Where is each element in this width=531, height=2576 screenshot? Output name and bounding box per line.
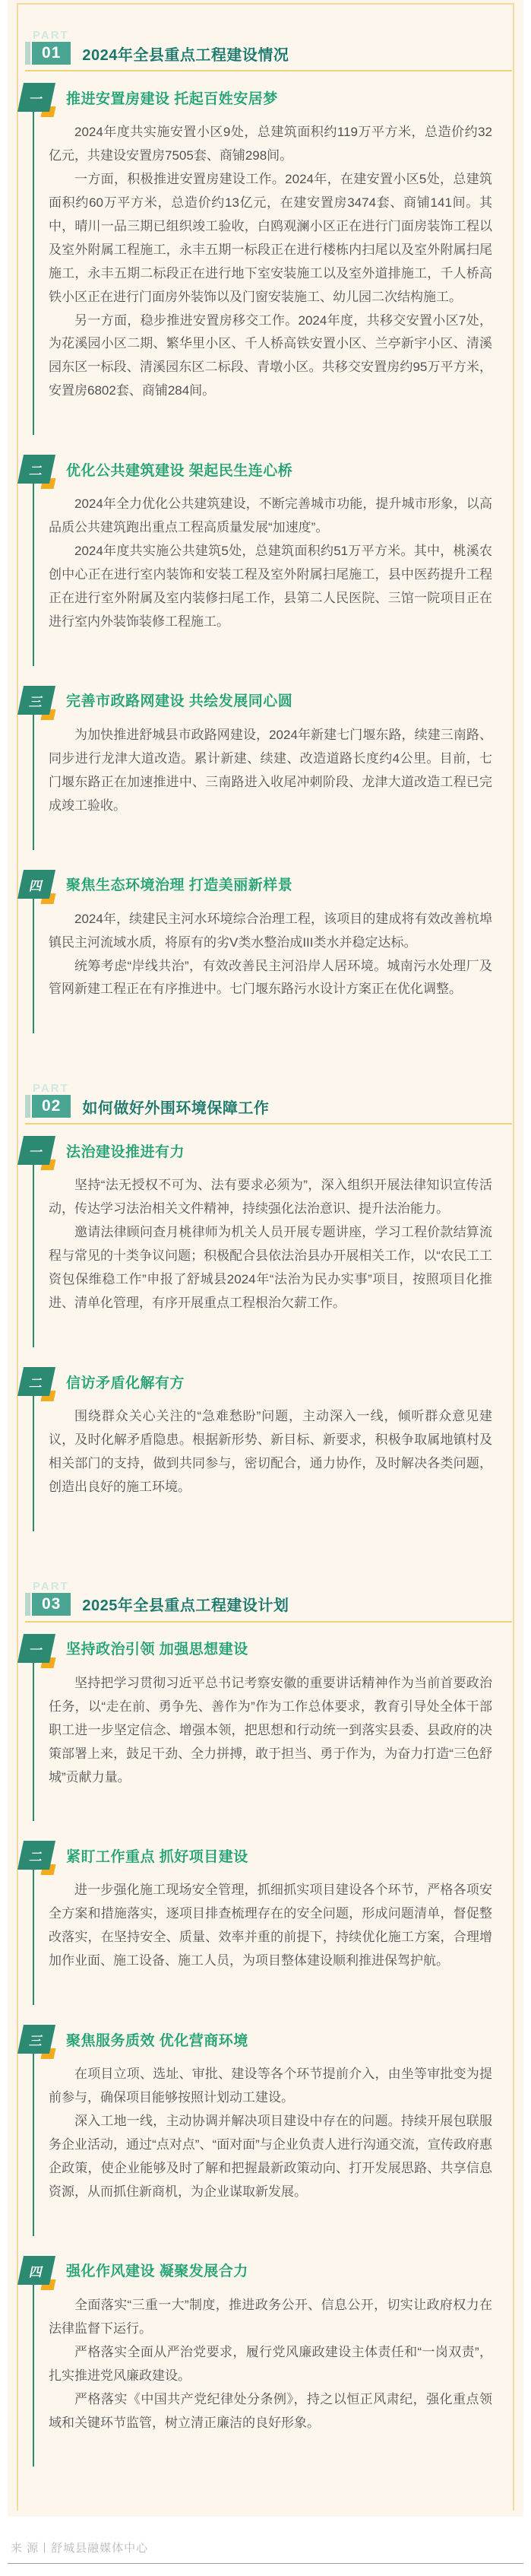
subsection-body: [33, 1663, 512, 1822]
paragraph: 严格落实《中国共产党纪律处分条例》，持之以恒正风肃纪，强化重点领域和关键环节监管，树立清正廉洁的良好形象。: [49, 2391, 492, 2430]
subsection-title: 坚持政治引领 加强思想建设: [66, 1642, 248, 1658]
subsection-number-marker: [21, 455, 52, 484]
part-section: [19, 29, 512, 1033]
paragraph: 2024年度共实施公共建筑5处，总建筑面积约51万平方米。其中，桃溪农创中心正在进行室内装饰和安装工程及室外附属扫尾施工，县中医药提升工程正在进行室外附属及室内装修扫尾工作，县第二人民医院、三馆一院项目正在进行室内外装饰装修工程施工。: [49, 544, 492, 629]
subsection-title: 强化作风建设 凝聚发展合力: [66, 2264, 248, 2280]
subsection-number-marker: [21, 1136, 52, 1165]
subsection-number: 一: [17, 1634, 55, 1663]
paragraph: 另一方面，稳步推进安置房移交工作。2024年度，共移交安置小区7处，为花溪园小区二期、繁华里小区、千人桥高铁安置小区、兰亭新宇小区、清溪园东区一标段、清溪园东区二标段、青墩小区。共移交安置房约95万平方米，安置房6802套、商铺284间。: [49, 312, 492, 398]
subsection-header: [21, 455, 512, 484]
part-number-badge: [25, 42, 71, 65]
subsection-number: 三: [17, 686, 55, 715]
subsection-number: 三: [17, 2025, 55, 2054]
subsection-header: [21, 2256, 512, 2285]
badge-accent-bar: [25, 42, 30, 65]
subsection-title: 聚焦服务质效 优化营商环境: [66, 2032, 248, 2049]
subsection: [19, 870, 512, 1034]
article-content: [8, 0, 523, 2517]
subsection: [19, 455, 512, 666]
part-label: PART: [33, 29, 69, 42]
subsection-title: 优化公共建筑建设 架起民生连心桥: [66, 462, 293, 479]
subsection-number: 四: [17, 870, 55, 899]
part-number: 02: [32, 1095, 71, 1118]
part-label: PART: [33, 1082, 69, 1096]
subsection-number-marker: [21, 2025, 52, 2054]
subsection-header: [21, 1841, 512, 1870]
part-subsections: [19, 1136, 512, 1531]
paragraph: 全面落实“三重一大”制度，推进政务公开、信息公开，切实让政府权力在法律监督下运行。: [49, 2297, 492, 2336]
paragraph: 2024年，续建民主河水环境综合治理工程，该项目的建成将有效改善杭埠镇民主河流域水质，将原有的劣V类水整治成III类水并稳定达标。: [49, 911, 492, 950]
subsection-number: 二: [17, 455, 55, 484]
part-section: [19, 1580, 512, 2467]
subsection-header: [21, 2025, 512, 2054]
paragraph: 2024年全力优化公共建筑建设，不断完善城市功能，提升城市形象，以高品质公共建筑跑出重点工程高质量发展“加速度”。: [49, 496, 492, 535]
content-card: [8, 0, 523, 2517]
subsection-header: [21, 686, 512, 715]
subsection-body: [33, 112, 512, 435]
subsection-number-marker: [21, 83, 52, 112]
article-footer: [8, 2540, 523, 2576]
paragraph: 2024年度共实施安置小区9处，总建筑面积约119万平方米，总造价约32亿元，共建设安置房7505套、商铺298间。: [49, 125, 492, 163]
paragraph: 一方面，积极推进安置房建设工作。2024年，在建安置小区5处，总建筑面积约60万平方米，总造价约13亿元，在建安置房3474套、商铺141间。其中，晴川一品三期已组织竣工验收，白鸥观澜小区正在进行门面房装饰工程以及室外附属工程施工，永丰五期一标段正在进行楼栋内扫尾以及室外附属扫尾施工，永丰五期二标段正在进行地下室安装施工以及室外道排施工，千人桥高铁小区正在进行门面房外装饰以及门窗安装施工、幼儿园二次结构施工。: [49, 171, 492, 304]
subsection-body: [33, 1870, 512, 2005]
paragraph: 进一步强化施工现场安全管理，抓细抓实项目建设各个环节，严格各项安全方案和措施落实，逐项目排查梳理存在的安全问题，形成问题清单，督促整改落实，在坚持安全、质量、效率并重的前提下，持续优化施工方案，合理增加作业面、施工设备、施工人员，为项目整体建设顺利推进保驾护航。: [49, 1883, 492, 1968]
part-number-badge: [25, 1095, 71, 1118]
subsection-title: 信访矛盾化解有方: [66, 1375, 185, 1391]
part-number: 01: [32, 42, 71, 65]
part-header: [25, 1095, 512, 1125]
subsection-header: [21, 1367, 512, 1396]
subsection-number: 四: [17, 2256, 55, 2285]
part-label: PART: [33, 1579, 69, 1593]
subsection-header: [21, 870, 512, 899]
subsection-number: 二: [17, 1367, 55, 1396]
paragraph: 在项目立项、选址、审批、建设等各个环节提前介入，由坐等审批变为提前参与，确保项目能够按照计划动工建设。: [49, 2067, 492, 2105]
part-title: 2025年全县重点工程建设计划: [82, 1597, 289, 1615]
part-header: [25, 42, 512, 71]
source-credit: 来 源丨舒城县融媒体中心: [8, 2540, 523, 2564]
subsection-body: [33, 1396, 512, 1531]
subsection: [19, 83, 512, 435]
badge-accent-bar: [25, 1095, 30, 1118]
subsection: [19, 2025, 512, 2236]
subsection-body: [33, 1165, 512, 1347]
subsection-number-marker: [21, 1634, 52, 1663]
part-subsections: [19, 1634, 512, 2467]
subsection-title: 完善市政路网建设 共绘发展同心圆: [66, 693, 293, 710]
subsection-body: [33, 2054, 512, 2236]
subsection-number-marker: [21, 870, 52, 899]
part-number: 03: [32, 1593, 71, 1616]
paragraph: 坚持“法无授权不可为、法有要求必须为”，深入组织开展法律知识宣传活动，传达学习法治相关文件精神，持续强化法治意识、提升法治能力。: [49, 1178, 492, 1217]
subsection-body: [33, 899, 512, 1034]
part-title: 如何做好外围环境保障工作: [82, 1099, 270, 1117]
subsection: [19, 1634, 512, 1822]
subsection: [19, 686, 512, 850]
subsection-number-marker: [21, 2256, 52, 2285]
subsection-title: 推进安置房建设 托起百姓安居梦: [66, 90, 278, 107]
subsection-title: 法治建设推进有力: [66, 1144, 185, 1160]
part-header: [25, 1593, 512, 1623]
subsection-body: [33, 484, 512, 666]
paragraph: 邀请法律顾问查月桃律师为机关人员开展专题讲座，学习工程价款结算流程与常见的十类争议问题；积极配合县依法治县办开展相关工作，以“农民工工资包保维稳工作”申报了舒城县2024年“法治为民办实事”项目，按照项目化推进、清单化管理，有序开展重点工程根治欠薪工作。: [49, 1225, 492, 1311]
footer-spacer: [8, 2564, 523, 2576]
subsection-header: [21, 1634, 512, 1663]
subsection: [19, 1136, 512, 1347]
subsection-title: 紧盯工作重点 抓好项目建设: [66, 1848, 248, 1865]
paragraph: 坚持把学习贯彻习近平总书记考察安徽的重要讲话精神作为当前首要政治任务，以“走在前、勇争先、善作为”作为工作总体要求，教育引导处全体干部职工进一步坚定信念、增强本领，把思想和行动统一到落实县委、县政府的决策部署上来，鼓足干劲、全力拼搏，敢于担当、勇于作为，为奋力打造“三色舒城”贡献力量。: [49, 1675, 492, 1784]
part-subsections: [19, 83, 512, 1033]
paragraph: 统筹考虑“岸线共治”，有效改善民主河沿岸人居环境。城南污水处理厂及管网新建工程正在有序推进中。七门堰东路污水设计方案正在优化调整。: [49, 958, 492, 997]
paragraph: 围绕群众关心关注的“急难愁盼”问题，主动深入一线，倾听群众意见建议，及时化解矛盾隐患。根据新形势、新目标、新要求，积极争取属地镇村及相关部门的支持，做到共同参与，密切配合，通力协作，及时解决各类问题，创造出良好的施工环境。: [49, 1409, 492, 1494]
subsection-title: 聚焦生态环境治理 打造美丽新样景: [66, 877, 293, 894]
paragraph: 严格落实全面从严治党要求，履行党风廉政建设主体责任和“一岗双责”，扎实推进党风廉政建设。: [49, 2344, 492, 2383]
paragraph: 深入工地一线，主动协调并解决项目建设中存在的问题。持续开展包联服务企业活动，通过“点对点”、“面对面”与企业负责人进行沟通交流，宣传政府惠企政策，使企业能够及时了解和把握最新政策动向、打开发展思路、共享信息资源，从而抓住新商机，为企业谋取新发展。: [49, 2114, 492, 2199]
subsection: [19, 1367, 512, 1531]
subsection-number-marker: [21, 1841, 52, 1870]
subsection: [19, 1841, 512, 2005]
subsection: [19, 2256, 512, 2467]
part-number-badge: [25, 1593, 71, 1616]
paragraph: 为加快推进舒城县市政路网建设，2024年新建七门堰东路，续建三南路、同步进行龙津大道改造。累计新建、续建、改造道路长度约4公里。目前，七门堰东路正在加速推进中、三南路进入收尾冲刺阶段、龙津大道改造工程已完成竣工验收。: [49, 727, 492, 813]
subsection-body: [33, 715, 512, 850]
subsection-body: [33, 2285, 512, 2467]
subsection-header: [21, 83, 512, 112]
subsection-number: 一: [17, 83, 55, 112]
part-title: 2024年全县重点工程建设情况: [82, 46, 289, 64]
subsection-number-marker: [21, 686, 52, 715]
subsection-number-marker: [21, 1367, 52, 1396]
subsection-header: [21, 1136, 512, 1165]
part-section: [19, 1082, 512, 1531]
badge-accent-bar: [25, 1593, 30, 1616]
subsection-number: 一: [17, 1136, 55, 1165]
subsection-number: 二: [17, 1841, 55, 1870]
